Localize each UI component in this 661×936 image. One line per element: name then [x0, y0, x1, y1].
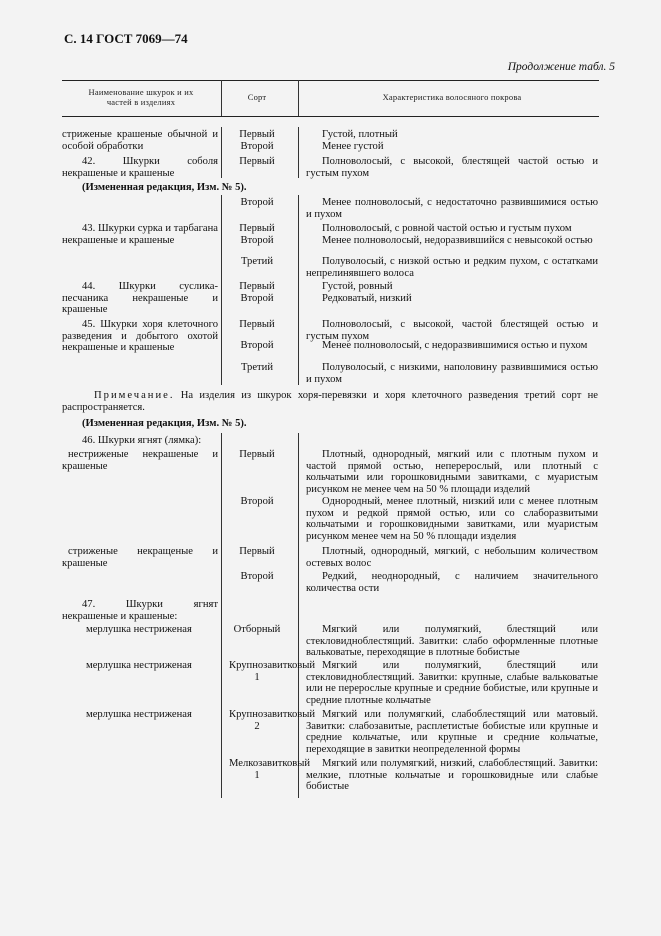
- table-top-rule: [62, 80, 599, 81]
- table-continuation-label: Продолжение табл. 5: [507, 61, 615, 73]
- page-title: С. 14 ГОСТ 7069—74: [64, 31, 188, 46]
- column-header-sort: Сорт: [247, 92, 267, 102]
- row-name: 42. Шкурки соболя некрашеные и крашеные: [62, 156, 218, 179]
- amendment-note: (Измененная редакция, Изм. № 5).: [82, 418, 247, 429]
- row-characteristic: Полноволосый, с высокой, блестящей частой остью и густым пухом: [306, 156, 598, 179]
- row-sort: Крупнозавитковый 2: [229, 709, 316, 732]
- amendment-note: (Измененная редакция, Изм. № 5).: [82, 182, 247, 193]
- row-name: 43. Шкурки сурка и тарбагана некрашеные и крашеные: [62, 223, 218, 246]
- note-text: На изделия из шкурок хоря-перевязки и хоря клеточного разведения третий сорт не распространяется.: [62, 390, 598, 413]
- row-name: мерлушка нестриженая: [86, 624, 192, 635]
- row-sort: Первый: [239, 223, 275, 234]
- row-characteristic: Густой, плотный: [322, 129, 398, 140]
- row-sort: Второй: [240, 340, 274, 351]
- row-characteristic: Мягкий или полумягкий, низкий, слабоблестящий. Завитки: мелкие, плотные кольчатые и горошковидные или слабые бобистые: [306, 758, 598, 793]
- column-divider: [221, 195, 222, 385]
- row-characteristic: Менее полноволосый, с недостаточно развившимися остью и пухом: [306, 197, 598, 220]
- row-characteristic: Мягкий или полумягкий, блестящий или стекловидноблестящий. Завитки: слабо оформленные плотные вальковатые, переходящие в плотные бобистые: [306, 624, 598, 659]
- row-characteristic: Менее полноволосый, недоразвившийся с невысокой остью: [322, 235, 593, 246]
- row-title: 46. Шкурки ягнят (лямка):: [82, 435, 202, 446]
- column-divider: [221, 80, 222, 117]
- table-note: [62, 390, 598, 413]
- row-sort: Крупнозавитковый 1: [229, 660, 316, 683]
- row-sort: Мелкозавитковый 1: [229, 758, 311, 781]
- row-characteristic: Редковатый, низкий: [322, 293, 412, 304]
- row-characteristic: Густой, ровный: [322, 281, 393, 292]
- column-header-name: Наименование шкурок и их частей в изделиях: [88, 87, 194, 107]
- column-divider: [298, 433, 299, 798]
- column-divider: [298, 127, 299, 178]
- row-characteristic: Полуволосый, с низкими, наполовину развившимися остью и пухом: [306, 362, 598, 385]
- row-name: стриженые крашеные обычной и особой обработки: [62, 129, 218, 152]
- row-sort: Второй: [240, 235, 274, 246]
- row-sort: Первый: [239, 546, 275, 557]
- column-header-characteristic: Характеристика волосяного покрова: [382, 92, 522, 102]
- row-sort: Первый: [239, 319, 275, 330]
- row-sort: Третий: [240, 362, 274, 373]
- row-sort: Первый: [239, 449, 275, 460]
- row-sort: Второй: [240, 293, 274, 304]
- row-characteristic: Полуволосый, с низкой остью и редким пухом, с остатками непрелинявшего волоса: [306, 256, 598, 279]
- row-name: 45. Шкурки хоря клеточного разведения и добытого охотой некрашеные и крашеные: [62, 319, 218, 354]
- column-divider: [298, 80, 299, 117]
- row-characteristic: Менее густой: [322, 141, 384, 152]
- row-sort: Первый: [239, 281, 275, 292]
- row-characteristic: Однородный, менее плотный, низкий или с менее плотным пухом и редкой прямой остью, или со слаборазвитыми кольчатыми и горошковидными завитками, или муаристым рисунком менее чем на 50 % площади изделия: [306, 496, 598, 543]
- table-header-rule: [62, 116, 599, 117]
- row-characteristic: Плотный, однородный, мягкий, с небольшим количеством остевых волос: [306, 546, 598, 569]
- row-name: мерлушка нестриженая: [86, 709, 192, 720]
- row-name: стриженые некращеные и крашеные: [62, 546, 218, 569]
- column-divider: [221, 433, 222, 798]
- row-name: нестриженые некрашеные и крашеные: [62, 449, 218, 472]
- row-sort: Отборный: [233, 624, 281, 635]
- column-divider: [298, 195, 299, 385]
- row-sort: Второй: [240, 197, 274, 208]
- row-sort: Второй: [240, 571, 274, 582]
- row-sort: Первый: [239, 129, 275, 140]
- column-divider: [221, 127, 222, 178]
- row-name: мерлушка нестриженая: [86, 660, 192, 671]
- row-name: 44. Шкурки суслика-песчаника некрашеные и крашеные: [62, 281, 218, 316]
- row-characteristic: Полноволосый, с ровной частой остью и густым пухом: [322, 223, 572, 234]
- row-characteristic: Полноволосый, с высокой, частой блестящей остью и густым пухом: [306, 319, 598, 342]
- row-characteristic: Менее полноволосый, с недоразвившимися остью и пухом: [322, 340, 588, 351]
- row-sort: Второй: [240, 141, 274, 152]
- row-characteristic: Мягкий или полумягкий, блестящий или стекловидноблестящий. Завитки: крупные, слабые вальковатые или не перерослые крупные и средние бобистые, или крупные и средние плотные кольчатые: [306, 660, 598, 707]
- row-sort: Третий: [240, 256, 274, 267]
- note-label: Примечание.: [94, 390, 175, 401]
- row-characteristic: Мягкий или полумягкий, слабоблестящий или матовый. Завитки: слабозавитые, расплетистые бобистые или крупные и средние кольчатые, или крупные и средние кольчатые, переходящие в завитки неопределенной формы: [306, 709, 598, 756]
- row-characteristic: Редкий, неоднородный, с наличием значительного количества ости: [306, 571, 598, 594]
- row-sort: Второй: [240, 496, 274, 507]
- row-characteristic: Плотный, однородный, мягкий или с плотным пухом и частой прямой остью, неперерослый, или плотный с кольчатыми или горошковидными завитками, с муаристым рисунком не менее чем на 50 % площади изделий: [306, 449, 598, 496]
- row-title: 47. Шкурки ягнят некрашеные и крашеные:: [62, 599, 218, 622]
- row-sort: Первый: [239, 156, 275, 167]
